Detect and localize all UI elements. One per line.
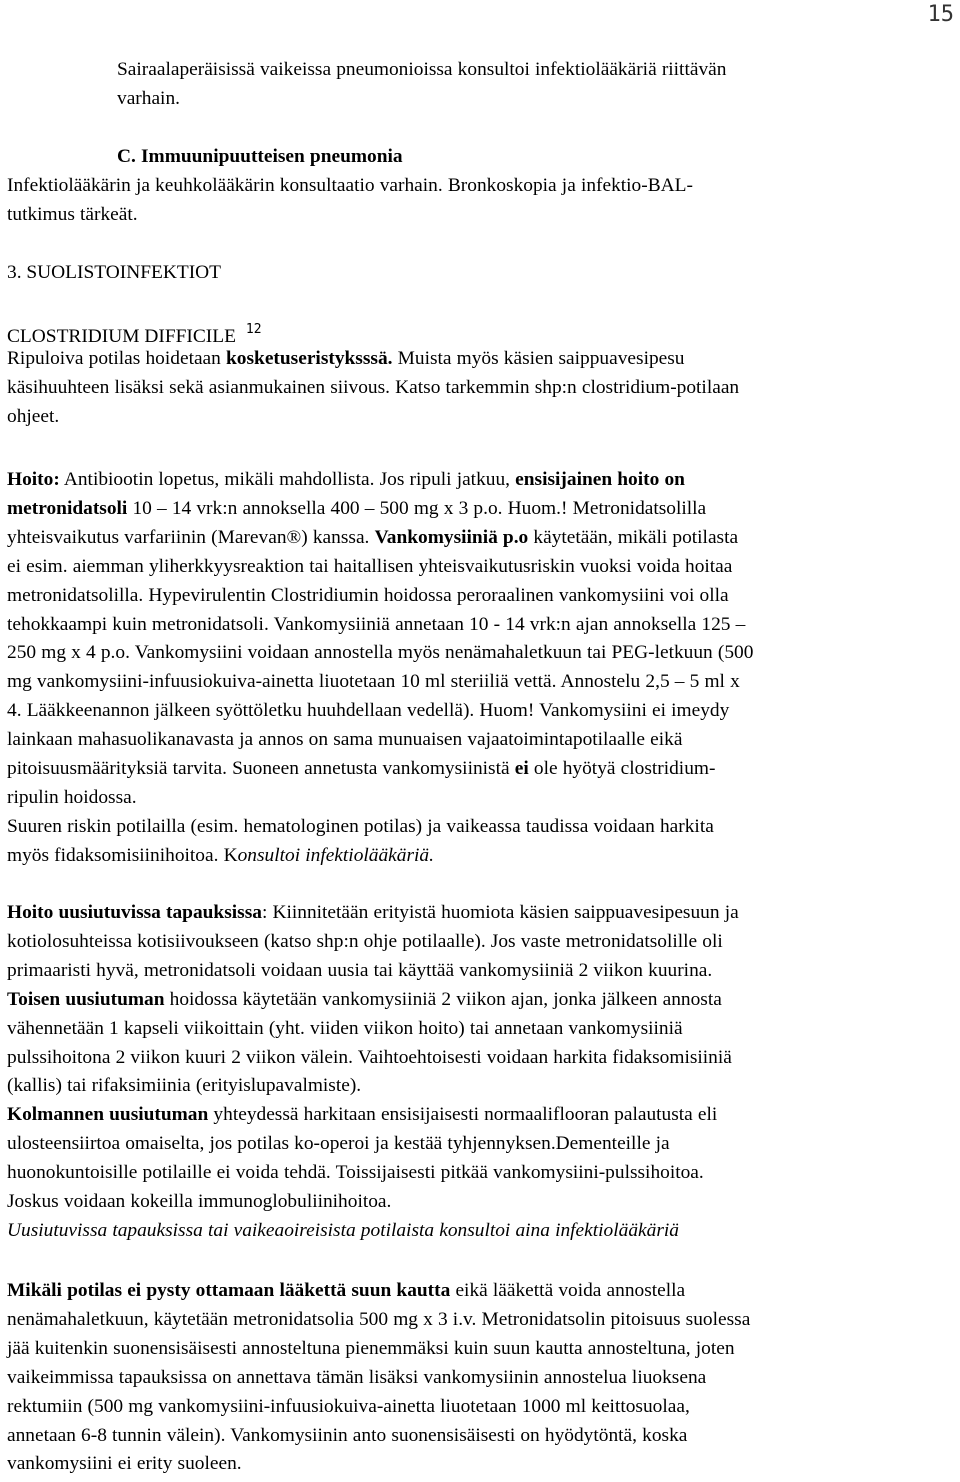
intro-paragraph: Sairaalaperäisissä vaikeissa pneumonioissa konsultoi infektiolääkäriä riittävän varhain. [117,59,727,109]
text-run: : Kiinnitetään erityistä huomiota käsien saippuavesipesuun ja kotiolosuhteissa kotisiivoukseen (katso shp:n ohje potilaalle). Jos vaste metronidatsolille oli primaaristi hyvä, metronidatsoli voidaan uusia tai käyttää vankomysiiniä 2 viikon kuurina. [7,902,739,981]
text-run: 10 – 14 vrk:n annoksella 400 – 500 mg x 3 p.o. Huom.! Metronidatsolilla yhteisvaikutus varfariinin (Marevan®) kanssa. [7,497,707,548]
italic-run: onsultoi infektiolääkäriä. [237,844,434,866]
clostridium-heading: CLOSTRIDIUM DIFFICILE [7,326,236,347]
text-run: käytetään, mikäli potilasta ei esim. aiemman yliherkkyysreaktion tai haitallisen yhteisvaikutusriskin vuoksi voida hoitaa metronidatsolilla. Hypevirulentin Clostridiumin hoidossa peroraalinen vankomysiini voi olla tehokkaampi kuin metronidatsoli. Vankomysiiniä annetaan 10 - 14 vrk:n ajan annoksella 125 – 250 mg x 4 p.o. Vankomysiini voidaan annostella myös nenämahaletkuun tai PEG-letkuun (500 mg vankomysiini-infuusiokuiva-ainetta liuotetaan 10 ml steriiliä vettä. Annostelu 2,5 – 5 ml x 4. Lääkkeenannon jälkeen syöttöletku huuhdellaan vedellä). Huom! Vankomysiini ei imeydy lainkaan mahasuolikanavasta ja annos on sama munuaisen vajaatoimintapotilaalle eikä pitoisuusmäärityksiä tarvita. Suoneen annetusta vankomysiinistä [7,526,754,780]
bold-run: Mikäli potilas ei pysty ottamaan lääkettä suun kautta [7,1280,451,1301]
bold-run: kosketuseristyksssä. [226,348,393,369]
section-c-heading: C. Immuunipuutteisen pneumonia [117,146,403,167]
section-c [117,143,943,172]
bold-run: Kolmannen uusiutuman [7,1104,209,1126]
oral-paragraph [7,1277,943,1479]
text-run: Muista myös käsien saippuavesipesu käsihuuhteen lisäksi sekä asianmukainen siivous. Katso tarkemmin shp:n clostridium-potilaan ohjeet. [7,348,740,427]
hoito-paragraph [7,466,943,871]
bold-run: Toisen uusiutuman [7,988,165,1010]
recurrent-label: Hoito uusiutuvissa tapauksissa [7,902,262,923]
hoito-label: Hoito: [7,469,60,490]
bold-run: Vankomysiiniä p.o [374,526,529,548]
text-run: Antibiootin lopetus, mikäli mahdollista. Jos ripuli jatkuu, [59,469,516,490]
text-run: hoidossa käytetään vankomysiiniä 2 viikon ajan, jonka jälkeen annosta vähennetään 1 kapseli viikoittain (yht. viiden viikon hoito) tai annetaan vankomysiiniä pulssihoitona 2 viikon kuuri 2 viikon välein. Vaihtoehtoisesti voidaan harkita fidaksomisiiniä (kallis) tai rifaksimiinia (erityislupavalmiste). [7,988,732,1097]
clostridium-paragraph [7,345,943,432]
bold-run: ei [514,758,529,780]
text-run: eikä lääkettä voida annostella nenämahaletkuun, käytetään metronidatsolia 500 mg x 3 i.v. Metronidatsolin pitoisuus suolessa jää kuitenkin suonensisäisesti annosteltuna pienemmäksi kuin suun kautta annosteltuna, joten vaikeimmissa tapauksissa on annettava tämän lisäksi vankomysiinin annostelua liuoksena rektumiin (500 mg vankomysiini-infuusiokuiva-ainetta liuotetaan 1000 ml keittosuolaa, annetaan 6-8 tunnin välein). Vankomysiinin anto suonensisäisesti on hyödytöntä, koska vankomysiini ei erity suoleen. [7,1280,751,1475]
section-c-body: Infektiolääkärin ja keuhkolääkärin konsultaatio varhain. Bronkoskopia ja infektio-BAL- tutkimus tärkeät. [7,175,693,225]
italic-note: Uusiutuvissa tapauksissa tai vaikeaoireisista potilaista konsultoi aina infektiolääkäriä [7,1219,679,1241]
page-number: 15 [927,2,954,27]
text-run: yhteydessä harkitaan ensisijaisesti normaaliflooran palautusta eli ulosteensiirtoa omaiselta, jos potilas ko-operoi ja kestää tyhjennyksen.Dementeille ja huonokuntoisille potilaille ei voida tehdä. Toissijaisesti pitkää vankomysiini-pulssihoitoa. Joskus voidaan kokeilla immunoglobuliinihoitoa. [7,1104,718,1213]
text-run: ole hyötyä clostridium- ripulin hoidossa. Suuren riskin potilailla (esim. hematologinen potilas) ja vaikeassa taudissa voidaan harkita myös fidaksomisiinihoitoa. K [7,758,716,866]
footnote-reference: 12 [245,322,262,337]
recurrent-paragraph [7,899,943,1246]
text-run: Ripuloiva potilas hoidetaan [7,348,227,369]
bold-run: ensisijainen hoito on metronidatsoli [7,469,685,519]
section-3-heading: 3. SUOLISTOINFEKTIOT [7,262,222,283]
